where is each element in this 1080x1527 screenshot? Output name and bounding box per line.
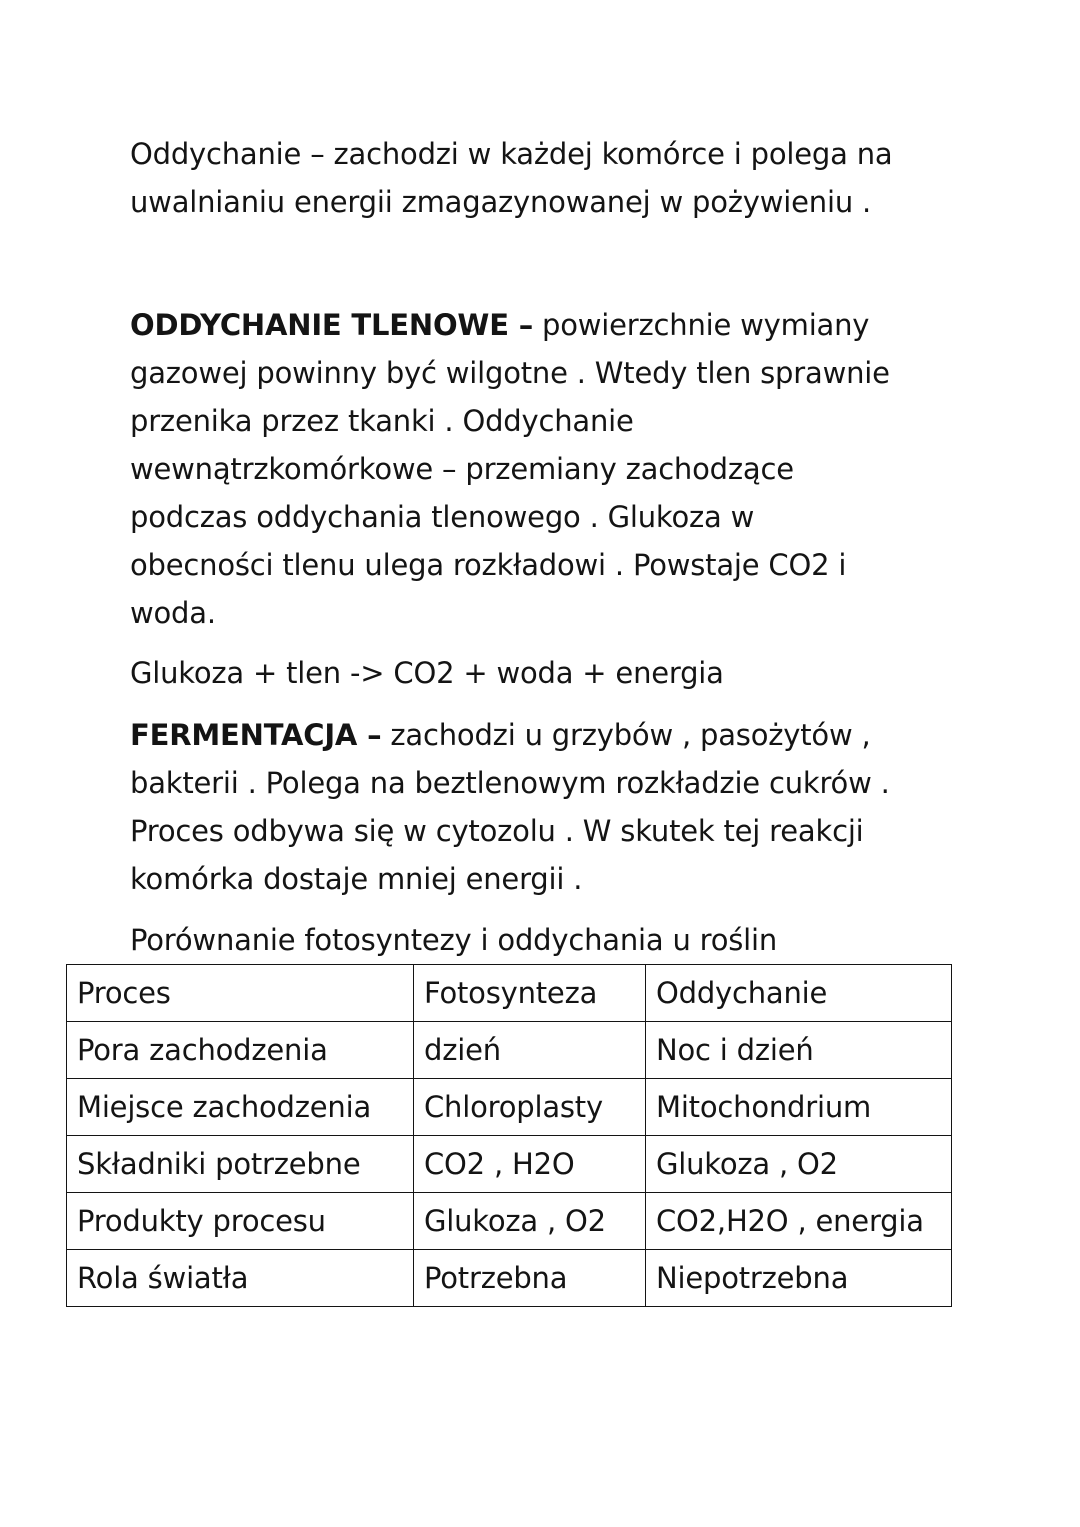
intro-paragraph (130, 130, 960, 226)
table-cell: Chloroplasty (414, 1079, 646, 1136)
text-line: komórka dostaje mniej energii . (130, 862, 583, 896)
text-line: podczas oddychania tlenowego . Glukoza w (130, 500, 755, 534)
table-cell: Proces (67, 965, 414, 1022)
table-cell: CO2,H2O , energia (646, 1193, 952, 1250)
text-line (130, 711, 960, 759)
table-row (67, 1079, 952, 1136)
table-cell: Rola światła (67, 1250, 414, 1307)
table-row (67, 1193, 952, 1250)
text-line: gazowej powinny być wilgotne . Wtedy tlen sprawnie (130, 356, 890, 390)
text-line: przenika przez tkanki . Oddychanie (130, 404, 634, 438)
table-row (67, 965, 952, 1022)
text-line: Oddychanie – zachodzi w każdej komórce i polega na (130, 137, 893, 171)
table-cell: Produkty procesu (67, 1193, 414, 1250)
fermentation-heading: FERMENTACJA – (130, 718, 382, 752)
table-cell: Glukoza , O2 (646, 1136, 952, 1193)
text-line: uwalnianiu energii zmagazynowanej w pożywieniu . (130, 185, 872, 219)
table-cell: Niepotrzebna (646, 1250, 952, 1307)
aerobic-heading: ODDYCHANIE TLENOWE – (130, 308, 534, 342)
table-row (67, 1022, 952, 1079)
text-line: Glukoza + tlen -> CO2 + woda + energia (130, 656, 724, 690)
text-fragment: powierzchnie wymiany (533, 308, 870, 342)
table-cell: Potrzebna (414, 1250, 646, 1307)
text-line (130, 301, 960, 349)
fermentation-paragraph (130, 711, 960, 903)
text-line: wewnątrzkomórkowe – przemiany zachodzące (130, 452, 794, 486)
text-line: bakterii . Polega na beztlenowym rozkładzie cukrów . (130, 766, 890, 800)
equation-line (130, 649, 960, 697)
table-row (67, 1250, 952, 1307)
table-cell: Oddychanie (646, 965, 952, 1022)
table-cell: Mitochondrium (646, 1079, 952, 1136)
table-cell: Fotosynteza (414, 965, 646, 1022)
table-cell: Miejsce zachodzenia (67, 1079, 414, 1136)
text-line: woda. (130, 596, 216, 630)
text-fragment: zachodzi u grzybów , pasożytów , (381, 718, 871, 752)
aerobic-paragraph (130, 301, 960, 637)
table-cell: CO2 , H2O (414, 1136, 646, 1193)
table-cell: Pora zachodzenia (67, 1022, 414, 1079)
table-cell: Glukoza , O2 (414, 1193, 646, 1250)
table-cell: Składniki potrzebne (67, 1136, 414, 1193)
text-line: Porównanie fotosyntezy i oddychania u roślin (130, 923, 778, 957)
text-line: obecności tlenu ulega rozkładowi . Powstaje CO2 i (130, 548, 847, 582)
table-title (130, 916, 960, 964)
table-cell: Noc i dzień (646, 1022, 952, 1079)
table-row (67, 1136, 952, 1193)
comparison-table (66, 964, 952, 1307)
table-cell: dzień (414, 1022, 646, 1079)
text-line: Proces odbywa się w cytozolu . W skutek tej reakcji (130, 814, 864, 848)
